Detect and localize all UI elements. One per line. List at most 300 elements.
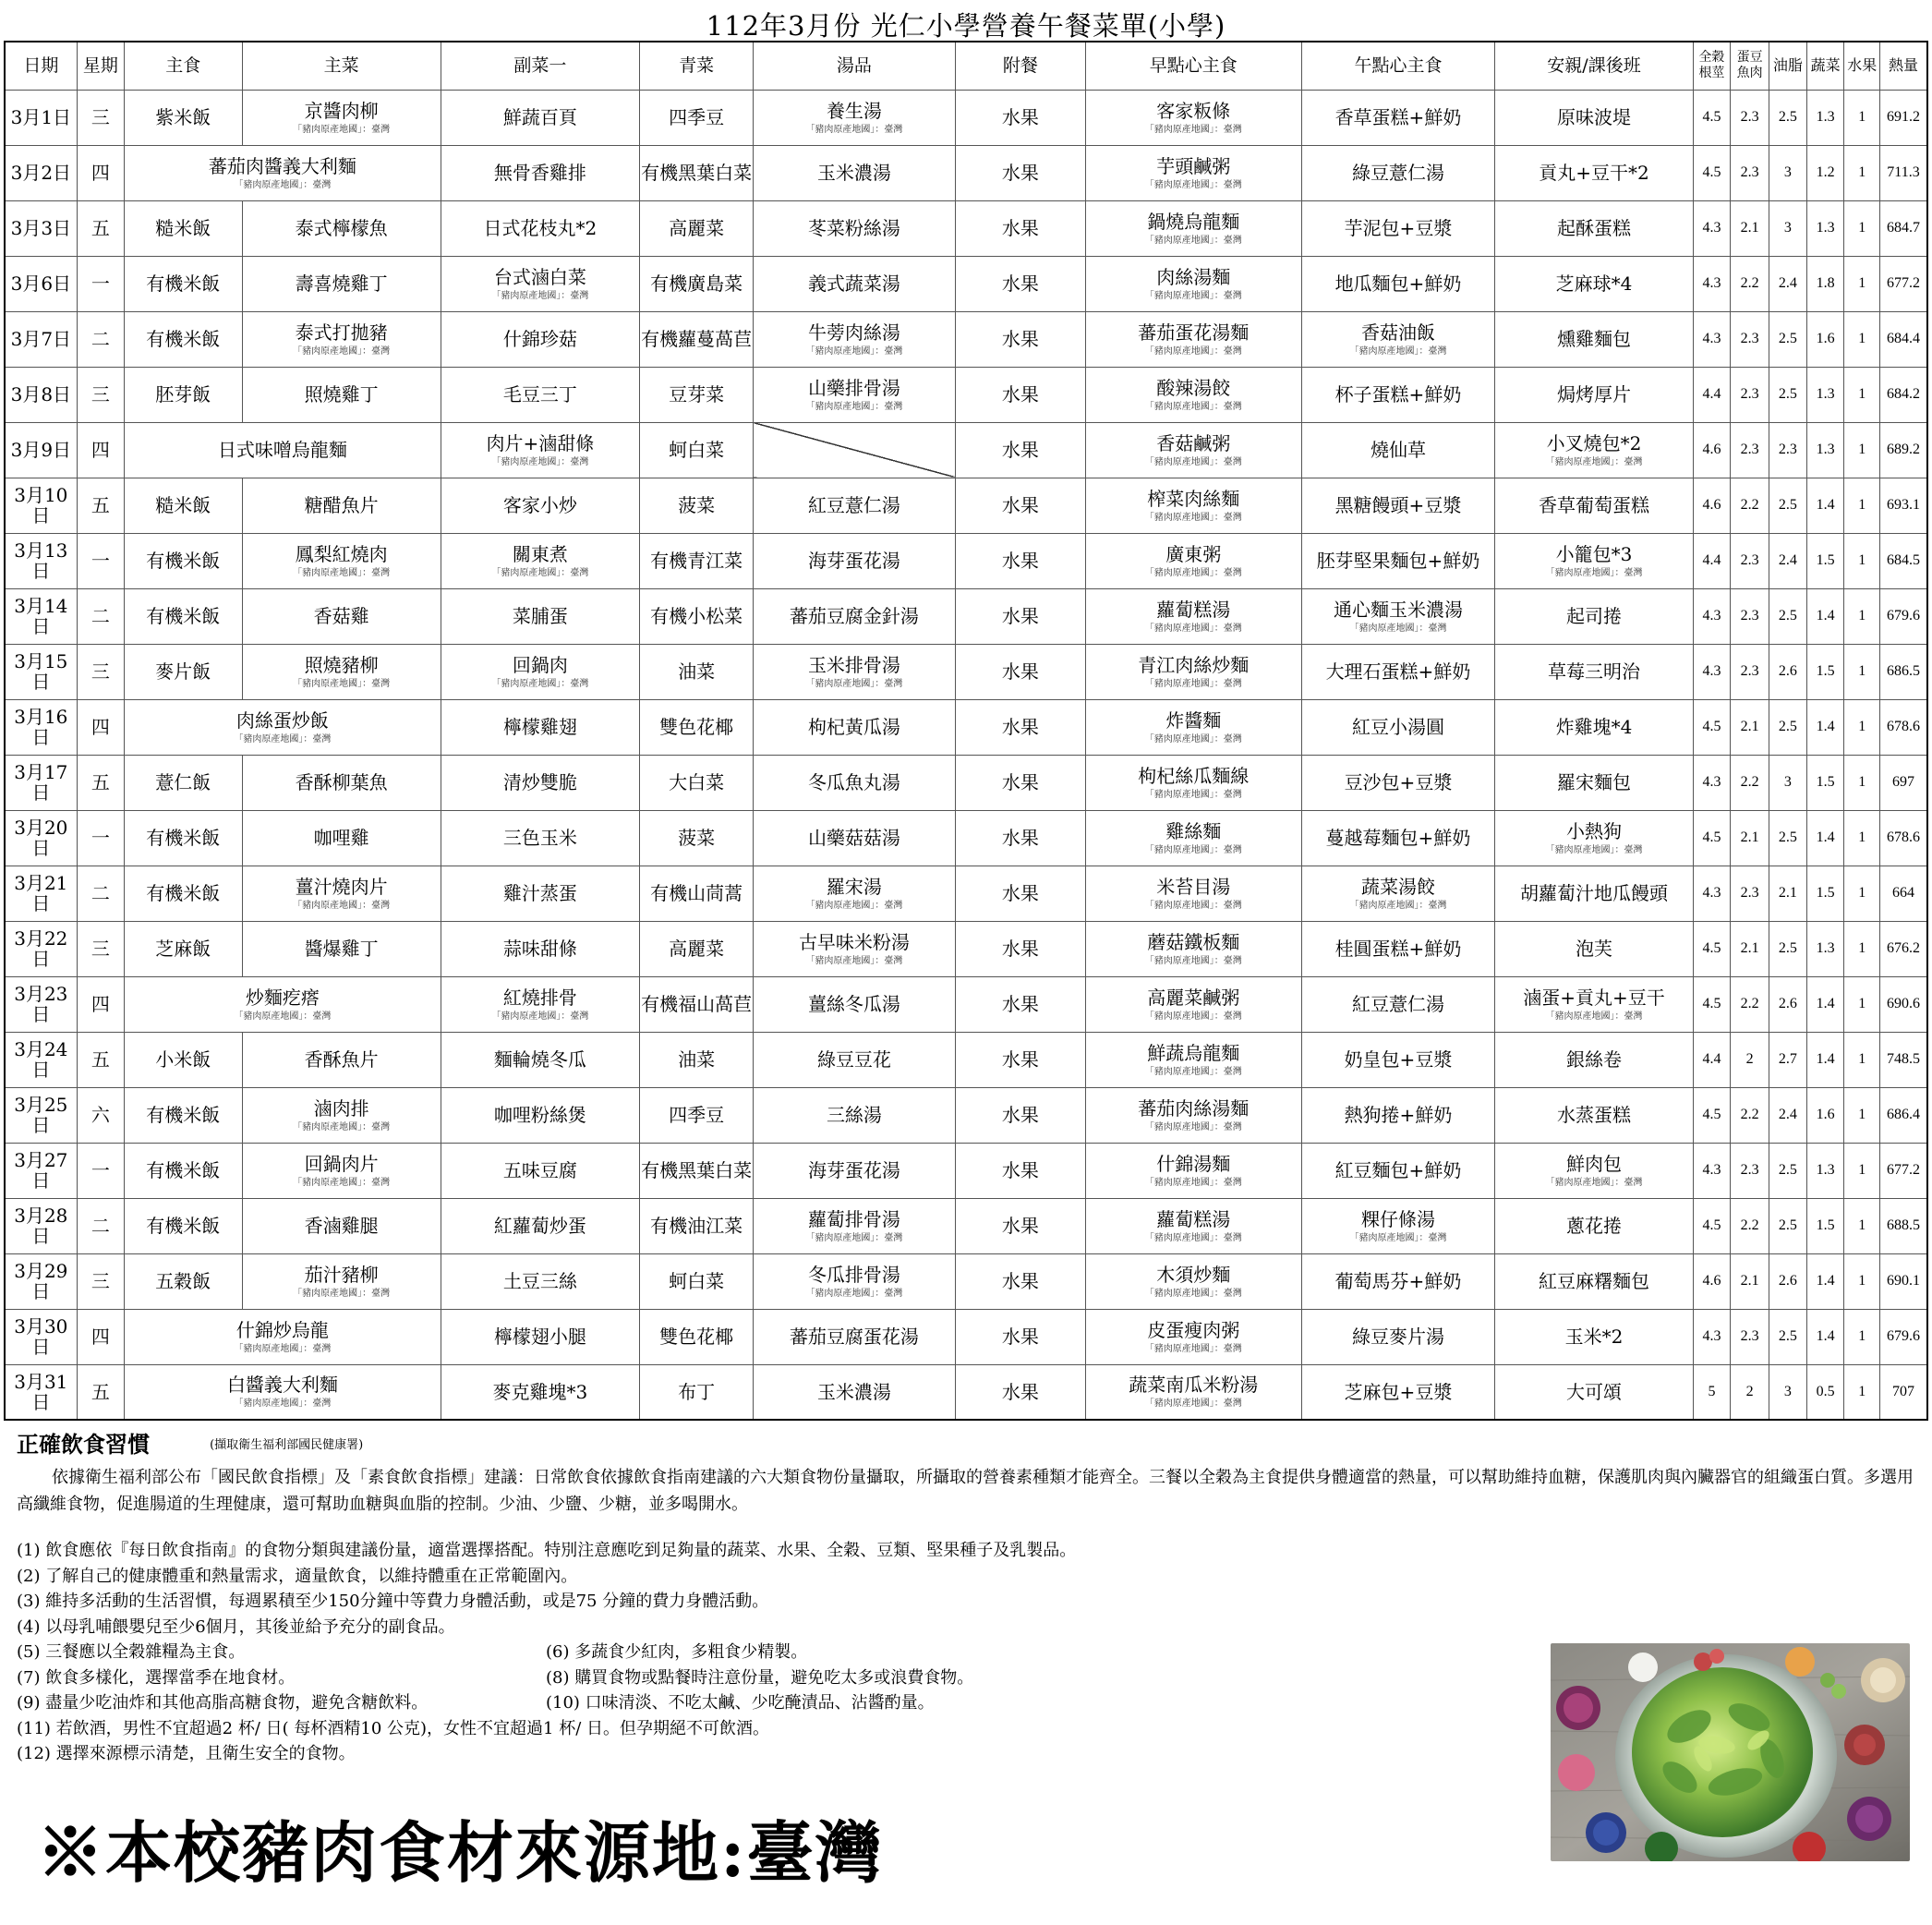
vegetable-cell: 有機山茼蒿: [640, 866, 754, 921]
menu-row: [5, 90, 1927, 145]
afternoon-snack-cell: 蔬菜湯餃 「豬肉原產地國」：臺灣: [1301, 866, 1495, 921]
soup-cell: 玉米濃湯: [754, 1364, 955, 1420]
menu-row: [5, 1143, 1927, 1198]
nutrition-cell-p: 2: [1731, 1364, 1769, 1420]
weekday-cell: 二: [77, 866, 124, 921]
pork-origin-note: 「豬肉原產地國」：臺灣: [1144, 1343, 1242, 1354]
header-staple: 主食: [125, 42, 242, 90]
pork-origin-note: 「豬肉原產地國」：臺灣: [293, 124, 391, 135]
nutrition-cell-g: 4.5: [1693, 145, 1731, 200]
nutrition-cell-v: 1.4: [1806, 478, 1844, 533]
pork-origin-note: 「豬肉原產地國」：臺灣: [1545, 567, 1643, 578]
nutrition-cell-f: 1: [1844, 90, 1880, 145]
pork-origin-note: 「豬肉原產地國」：臺灣: [293, 1177, 391, 1188]
pork-origin-note: 「豬肉原產地國」：臺灣: [1144, 900, 1242, 911]
header-side-dish: 副菜一: [441, 42, 639, 90]
extra-cell: 水果: [955, 478, 1085, 533]
after-school-cell: 水蒸蛋糕: [1495, 1087, 1693, 1143]
date-cell: 3月14日: [5, 588, 77, 644]
after-school-cell: 玉米*2: [1495, 1309, 1693, 1364]
main-dish-cell: 茄汁豬柳 「豬肉原產地國」：臺灣: [242, 1253, 441, 1309]
side-dish-cell: 毛豆三丁: [441, 367, 639, 422]
nutrition-cell-o: 2.5: [1769, 1143, 1807, 1198]
morning-snack-cell: 客家粄條 「豬肉原產地國」：臺灣: [1086, 90, 1301, 145]
nutrition-cell-k: 697: [1879, 755, 1927, 810]
date-cell: 3月8日: [5, 367, 77, 422]
after-school-cell: 原味波堤: [1495, 90, 1693, 145]
menu-row: [5, 755, 1927, 810]
pork-origin-note: 「豬肉原產地國」：臺灣: [293, 1288, 391, 1299]
staple-cell: 薏仁飯: [125, 755, 242, 810]
extra-cell: 水果: [955, 1087, 1085, 1143]
soup-cell: 山藥排骨湯 「豬肉原產地國」：臺灣: [754, 367, 955, 422]
morning-snack-cell: 肉絲湯麵 「豬肉原產地國」：臺灣: [1086, 256, 1301, 311]
side-dish-cell: 土豆三絲: [441, 1253, 639, 1309]
pork-origin-note: 「豬肉原產地國」：臺灣: [234, 179, 332, 190]
side-dish-cell: 三色玉米: [441, 810, 639, 866]
date-cell: 3月31日: [5, 1364, 77, 1420]
nutrition-cell-f: 1: [1844, 422, 1880, 478]
nutrition-cell-o: 2.5: [1769, 1198, 1807, 1253]
staple-cell: 有機米飯: [125, 810, 242, 866]
rule-item: [17, 1538, 1919, 1564]
extra-cell: 水果: [955, 976, 1085, 1032]
date-cell: 3月21日: [5, 866, 77, 921]
menu-row: [5, 588, 1927, 644]
side-dish-cell: 五味豆腐: [441, 1143, 639, 1198]
pork-origin-note: 「豬肉原產地國」：臺灣: [293, 900, 391, 911]
rule-item: [17, 1615, 1919, 1640]
nutrition-cell-o: 2.5: [1769, 1309, 1807, 1364]
pork-origin-note: 「豬肉原產地國」：臺灣: [1349, 1232, 1447, 1243]
afternoon-snack-cell: 紅豆薏仁湯: [1301, 976, 1495, 1032]
side-dish-cell: 清炒雙脆: [441, 755, 639, 810]
pork-origin-note: 「豬肉原產地國」：臺灣: [1144, 124, 1242, 135]
nutrition-cell-v: 1.2: [1806, 145, 1844, 200]
soup-cell: 三絲湯: [754, 1087, 955, 1143]
staple-cell: 有機米飯: [125, 866, 242, 921]
soup-cell: 冬瓜排骨湯 「豬肉原產地國」：臺灣: [754, 1253, 955, 1309]
nutrition-cell-f: 1: [1844, 1364, 1880, 1420]
pork-origin-note: 「豬肉原產地國」：臺灣: [1144, 1288, 1242, 1299]
date-cell: 3月9日: [5, 422, 77, 478]
morning-snack-cell: 米苔目湯 「豬肉原產地國」：臺灣: [1086, 866, 1301, 921]
menu-table: [4, 41, 1928, 1421]
nutrition-cell-v: 1.5: [1806, 644, 1844, 699]
pork-origin-note: 「豬肉原產地國」：臺灣: [1144, 567, 1242, 578]
weekday-cell: 三: [77, 90, 124, 145]
extra-cell: 水果: [955, 810, 1085, 866]
nutrition-cell-p: 2.2: [1731, 1087, 1769, 1143]
morning-snack-cell: 什錦湯麵 「豬肉原產地國」：臺灣: [1086, 1143, 1301, 1198]
pork-origin-note: 「豬肉原產地國」：臺灣: [1144, 1011, 1242, 1022]
menu-row: [5, 644, 1927, 699]
side-dish-cell: 台式滷白菜 「豬肉原產地國」：臺灣: [441, 256, 639, 311]
header-afternoon-snack: 午點心主食: [1301, 42, 1495, 90]
nutrition-cell-f: 1: [1844, 533, 1880, 588]
nutrition-cell-v: 0.5: [1806, 1364, 1844, 1420]
extra-cell: 水果: [955, 311, 1085, 367]
nutrition-cell-o: 2.4: [1769, 256, 1807, 311]
morning-snack-cell: 廣東粥 「豬肉原產地國」：臺灣: [1086, 533, 1301, 588]
nutrition-cell-f: 1: [1844, 478, 1880, 533]
soup-cell: 蕃茄豆腐蛋花湯: [754, 1309, 955, 1364]
nutrition-cell-p: 2.3: [1731, 90, 1769, 145]
nutrition-cell-g: 4.3: [1693, 200, 1731, 256]
nutrition-cell-p: 2.3: [1731, 866, 1769, 921]
date-cell: 3月2日: [5, 145, 77, 200]
soup-cell: 羅宋湯 「豬肉原產地國」：臺灣: [754, 866, 955, 921]
menu-row: [5, 1087, 1927, 1143]
extra-cell: 水果: [955, 200, 1085, 256]
header-protein: 蛋豆 魚肉: [1731, 42, 1769, 90]
afternoon-snack-cell: 胚芽堅果麵包+鮮奶: [1301, 533, 1495, 588]
nutrition-cell-f: 1: [1844, 866, 1880, 921]
weekday-cell: 三: [77, 644, 124, 699]
nutrition-cell-g: 4.6: [1693, 1253, 1731, 1309]
header-main-dish: 主菜: [242, 42, 441, 90]
staple-cell: 糙米飯: [125, 200, 242, 256]
date-cell: 3月10日: [5, 478, 77, 533]
nutrition-cell-o: 2.5: [1769, 478, 1807, 533]
extra-cell: 水果: [955, 921, 1085, 976]
afternoon-snack-cell: 奶皇包+豆漿: [1301, 1032, 1495, 1087]
nutrition-cell-p: 2.2: [1731, 478, 1769, 533]
vegetable-cell: 雙色花椰: [640, 1309, 754, 1364]
nutrition-cell-v: 1.3: [1806, 921, 1844, 976]
header-calories: 熱量: [1879, 42, 1927, 90]
pork-origin-note: 「豬肉原產地國」：臺灣: [491, 456, 589, 467]
weekday-cell: 三: [77, 367, 124, 422]
extra-cell: 水果: [955, 422, 1085, 478]
nutrition-cell-o: 2.3: [1769, 422, 1807, 478]
menu-row: [5, 866, 1927, 921]
vegetable-cell: 有機小松菜: [640, 588, 754, 644]
weekday-cell: 四: [77, 976, 124, 1032]
staple-cell: 紫米飯: [125, 90, 242, 145]
nutrition-cell-g: 4.5: [1693, 976, 1731, 1032]
nutrition-cell-p: 2.2: [1731, 1198, 1769, 1253]
nutrition-cell-g: 4.4: [1693, 533, 1731, 588]
nutrition-cell-v: 1.3: [1806, 200, 1844, 256]
date-cell: 3月29日: [5, 1253, 77, 1309]
nutrition-cell-p: 2.3: [1731, 644, 1769, 699]
nutrition-cell-k: 711.3: [1879, 145, 1927, 200]
vegetable-cell: 有機福山萵苣: [640, 976, 754, 1032]
notes-intro: 依據衛生福利部公布「國民飲食指標」及「素食飲食指標」建議：日常飲食依據飲食指南建議的六大類食物份量攝取，所攝取的營養素種類才能齊全。三餐以全穀為主食提供身體適當的熱量，可以幫助維持血糖，保護肌肉與內臟器官的組織蛋白質。多選用高纖維食物，促進腸道的生理健康，還可幫助血糖與血脂的控制。少油、少鹽、少糖，並多喝開水。: [17, 1468, 1914, 1514]
morning-snack-cell: 蘑菇鐵板麵 「豬肉原產地國」：臺灣: [1086, 921, 1301, 976]
side-dish-cell: 紅蘿蔔炒蛋: [441, 1198, 639, 1253]
main-dish-cell: 醬爆雞丁: [242, 921, 441, 976]
nutrition-cell-k: 689.2: [1879, 422, 1927, 478]
weekday-cell: 五: [77, 1364, 124, 1420]
pork-origin-note: 「豬肉原產地國」：臺灣: [1545, 1011, 1643, 1022]
afternoon-snack-cell: 紅豆小湯圓: [1301, 699, 1495, 755]
pork-origin-note: 「豬肉原產地國」：臺灣: [491, 290, 589, 301]
main-dish-cell: 照燒雞丁: [242, 367, 441, 422]
nutrition-cell-g: 4.3: [1693, 755, 1731, 810]
pork-origin-note: 「豬肉原產地國」：臺灣: [1545, 844, 1643, 855]
weekday-cell: 二: [77, 311, 124, 367]
rule-text: (3) 維持多活動的生活習慣，每週累積至少150分鐘中等費力身體活動，或是75 分鐘的費力身體活動。: [17, 1592, 769, 1611]
pork-origin-note: 「豬肉原產地國」：臺灣: [1349, 345, 1447, 357]
afternoon-snack-cell: 芋泥包+豆漿: [1301, 200, 1495, 256]
extra-cell: 水果: [955, 1032, 1085, 1087]
main-dish-cell: 薑汁燒肉片 「豬肉原產地國」：臺灣: [242, 866, 441, 921]
pork-origin-note: 「豬肉原產地國」：臺灣: [805, 345, 903, 357]
rule-text: (6) 多蔬食少紅肉，多粗食少精製。: [546, 1642, 808, 1662]
vegetable-cell: 高麗菜: [640, 200, 754, 256]
header-soup: 湯品: [754, 42, 955, 90]
nutrition-cell-o: 2.6: [1769, 976, 1807, 1032]
header-fruit: 水果: [1844, 42, 1880, 90]
morning-snack-cell: 蔬菜南瓜米粉湯 「豬肉原產地國」：臺灣: [1086, 1364, 1301, 1420]
main-dish-cell: 香酥魚片: [242, 1032, 441, 1087]
menu-row: [5, 533, 1927, 588]
pork-origin-note: 「豬肉原產地國」：臺灣: [293, 567, 391, 578]
morning-snack-cell: 青江肉絲炒麵 「豬肉原產地國」：臺灣: [1086, 644, 1301, 699]
nutrition-cell-f: 1: [1844, 200, 1880, 256]
morning-snack-cell: 木須炒麵 「豬肉原產地國」：臺灣: [1086, 1253, 1301, 1309]
weekday-cell: 一: [77, 1143, 124, 1198]
soup-cell: 綠豆豆花: [754, 1032, 955, 1087]
vegetable-cell: 大白菜: [640, 755, 754, 810]
morning-snack-cell: 蕃茄肉絲湯麵 「豬肉原產地國」：臺灣: [1086, 1087, 1301, 1143]
main-dish-cell: 泰式打拋豬 「豬肉原產地國」：臺灣: [242, 311, 441, 367]
rule-text: (2) 了解自己的健康體重和熱量需求，適量飲食，以維持體重在正常範圍內。: [17, 1566, 578, 1586]
extra-cell: 水果: [955, 699, 1085, 755]
nutrition-cell-p: 2.3: [1731, 145, 1769, 200]
staple-cell: 麥片飯: [125, 644, 242, 699]
nutrition-cell-k: 664: [1879, 866, 1927, 921]
main-dish-cell: 糖醋魚片: [242, 478, 441, 533]
nutrition-cell-f: 1: [1844, 976, 1880, 1032]
menu-body: [5, 90, 1927, 1420]
rule-text: (10) 口味清淡、不吃太鹹、少吃醃漬品、沾醬酌量。: [546, 1693, 935, 1713]
pork-origin-note: 「豬肉原產地國」：臺灣: [234, 1011, 332, 1022]
after-school-cell: 小籠包*3 「豬肉原產地國」：臺灣: [1495, 533, 1693, 588]
nutrition-cell-k: 686.4: [1879, 1087, 1927, 1143]
staple-cell: 胚芽飯: [125, 367, 242, 422]
date-cell: 3月1日: [5, 90, 77, 145]
soup-cell: 蘿蔔排骨湯 「豬肉原產地國」：臺灣: [754, 1198, 955, 1253]
pork-origin-note: 「豬肉原產地國」：臺灣: [805, 401, 903, 412]
nutrition-cell-o: 2.5: [1769, 921, 1807, 976]
after-school-cell: 銀絲卷: [1495, 1032, 1693, 1087]
side-dish-cell: 鮮蔬百頁: [441, 90, 639, 145]
staple-cell: 有機米飯: [125, 1087, 242, 1143]
vegetable-cell: 有機黑葉白菜: [640, 145, 754, 200]
afternoon-snack-cell: 熱狗捲+鮮奶: [1301, 1087, 1495, 1143]
nutrition-cell-g: 4.3: [1693, 256, 1731, 311]
morning-snack-cell: 枸杞絲瓜麵線 「豬肉原產地國」：臺灣: [1086, 755, 1301, 810]
side-dish-cell: 菜脯蛋: [441, 588, 639, 644]
extra-cell: 水果: [955, 1253, 1085, 1309]
nutrition-cell-f: 1: [1844, 145, 1880, 200]
weekday-cell: 四: [77, 1309, 124, 1364]
nutrition-cell-o: 3: [1769, 145, 1807, 200]
staple-cell: 有機米飯: [125, 588, 242, 644]
main-dish-cell: 香菇雞: [242, 588, 441, 644]
main-dish-cell: 滷肉排 「豬肉原產地國」：臺灣: [242, 1087, 441, 1143]
nutrition-cell-f: 1: [1844, 1253, 1880, 1309]
main-dish-cell: 鳳梨紅燒肉 「豬肉原產地國」：臺灣: [242, 533, 441, 588]
vegetable-cell: 蚵白菜: [640, 422, 754, 478]
date-cell: 3月3日: [5, 200, 77, 256]
pork-origin-note: 「豬肉原產地國」：臺灣: [1144, 623, 1242, 634]
nutrition-cell-p: 2.1: [1731, 1253, 1769, 1309]
header-extra: 附餐: [955, 42, 1085, 90]
nutrition-cell-g: 4.5: [1693, 810, 1731, 866]
nutrition-cell-p: 2.3: [1731, 422, 1769, 478]
pork-origin-note: 「豬肉原產地國」：臺灣: [1144, 955, 1242, 966]
nutrition-cell-g: 4.3: [1693, 311, 1731, 367]
menu-row: [5, 921, 1927, 976]
nutrition-cell-v: 1.3: [1806, 90, 1844, 145]
staple-cell: 有機米飯: [125, 533, 242, 588]
side-dish-cell: 關東煮 「豬肉原產地國」：臺灣: [441, 533, 639, 588]
header-after-school: 安親/課後班: [1495, 42, 1693, 90]
nutrition-cell-p: 2.1: [1731, 200, 1769, 256]
nutrition-cell-g: 4.5: [1693, 921, 1731, 976]
nutrition-cell-p: 2.2: [1731, 976, 1769, 1032]
nutrition-cell-f: 1: [1844, 1309, 1880, 1364]
soup-cell: 海芽蛋花湯: [754, 1143, 955, 1198]
nutrition-cell-k: 707: [1879, 1364, 1927, 1420]
side-dish-cell: 日式花枝丸*2: [441, 200, 639, 256]
weekday-cell: 五: [77, 200, 124, 256]
nutrition-cell-f: 1: [1844, 755, 1880, 810]
nutrition-cell-g: 4.5: [1693, 1198, 1731, 1253]
staple-cell: 芝麻飯: [125, 921, 242, 976]
after-school-cell: 起司捲: [1495, 588, 1693, 644]
morning-snack-cell: 香菇鹹粥 「豬肉原產地國」：臺灣: [1086, 422, 1301, 478]
nutrition-cell-v: 1.4: [1806, 976, 1844, 1032]
rule-text: (11) 若飲酒，男性不宜超過2 杯/ 日( 每杯酒精10 公克)，女性不宜超過1 杯/ 日。但孕期絕不可飲酒。: [17, 1718, 769, 1738]
afternoon-snack-cell: 香菇油飯 「豬肉原產地國」：臺灣: [1301, 311, 1495, 367]
side-dish-cell: 什錦珍菇: [441, 311, 639, 367]
soup-cell: 枸杞黃瓜湯: [754, 699, 955, 755]
nutrition-cell-g: 4.4: [1693, 1032, 1731, 1087]
extra-cell: 水果: [955, 367, 1085, 422]
main-dish-cell: 京醬肉柳 「豬肉原產地國」：臺灣: [242, 90, 441, 145]
staple-cell: 糙米飯: [125, 478, 242, 533]
header-morning-snack: 早點心主食: [1086, 42, 1301, 90]
nutrition-cell-v: 1.5: [1806, 533, 1844, 588]
side-dish-cell: 咖哩粉絲煲: [441, 1087, 639, 1143]
menu-row: [5, 145, 1927, 200]
pork-origin-note: 「豬肉原產地國」：臺灣: [1349, 623, 1447, 634]
vegetable-cell: 油菜: [640, 1032, 754, 1087]
weekday-cell: 五: [77, 755, 124, 810]
pork-origin-note: 「豬肉原產地國」：臺灣: [293, 1121, 391, 1132]
after-school-cell: 小熱狗 「豬肉原產地國」：臺灣: [1495, 810, 1693, 866]
menu-row: [5, 367, 1927, 422]
afternoon-snack-cell: 黑糖饅頭+豆漿: [1301, 478, 1495, 533]
date-cell: 3月13日: [5, 533, 77, 588]
pork-origin-note: 「豬肉原產地國」：臺灣: [491, 567, 589, 578]
nutrition-cell-f: 1: [1844, 1032, 1880, 1087]
side-dish-cell: 檸檬翅小腿: [441, 1309, 639, 1364]
morning-snack-cell: 蕃茄蛋花湯麵 「豬肉原產地國」：臺灣: [1086, 311, 1301, 367]
nutrition-cell-g: 4.3: [1693, 644, 1731, 699]
vegetable-cell: 有機蘿蔓萵苣: [640, 311, 754, 367]
soup-cell: 紅豆薏仁湯: [754, 478, 955, 533]
pork-origin-note: 「豬肉原產地國」：臺灣: [1144, 290, 1242, 301]
pork-origin-note: 「豬肉原產地國」：臺灣: [805, 678, 903, 689]
nutrition-cell-o: 3: [1769, 755, 1807, 810]
nutrition-cell-k: 678.6: [1879, 699, 1927, 755]
side-dish-cell: 客家小炒: [441, 478, 639, 533]
weekday-cell: 三: [77, 921, 124, 976]
vegetable-cell: 有機廣島菜: [640, 256, 754, 311]
nutrition-cell-p: 2.1: [1731, 810, 1769, 866]
nutrition-cell-o: 3: [1769, 1364, 1807, 1420]
side-dish-cell: 無骨香雞排: [441, 145, 639, 200]
nutrition-cell-p: 2.3: [1731, 533, 1769, 588]
vegetable-cell: 菠菜: [640, 810, 754, 866]
nutrition-cell-k: 677.2: [1879, 1143, 1927, 1198]
staple-cell: 有機米飯: [125, 1143, 242, 1198]
nutrition-cell-o: 2.5: [1769, 699, 1807, 755]
date-cell: 3月16日: [5, 699, 77, 755]
menu-row: [5, 200, 1927, 256]
nutrition-cell-o: 2.5: [1769, 90, 1807, 145]
nutrition-cell-p: 2.1: [1731, 921, 1769, 976]
nutrition-cell-k: 684.4: [1879, 311, 1927, 367]
soup-cell: 玉米濃湯: [754, 145, 955, 200]
menu-row: [5, 256, 1927, 311]
vegetable-cell: 四季豆: [640, 90, 754, 145]
date-cell: 3月17日: [5, 755, 77, 810]
pork-origin-note: 「豬肉原產地國」：臺灣: [1545, 456, 1643, 467]
pork-origin-note: 「豬肉原產地國」：臺灣: [805, 955, 903, 966]
after-school-cell: 泡芙: [1495, 921, 1693, 976]
date-cell: 3月23日: [5, 976, 77, 1032]
after-school-cell: 貢丸+豆干*2: [1495, 145, 1693, 200]
nutrition-cell-v: 1.6: [1806, 1087, 1844, 1143]
nutrition-cell-p: 2.3: [1731, 1143, 1769, 1198]
date-cell: 3月15日: [5, 644, 77, 699]
weekday-cell: 四: [77, 699, 124, 755]
morning-snack-cell: 鍋燒烏龍麵 「豬肉原產地國」：臺灣: [1086, 200, 1301, 256]
rule-text: (9) 盡量少吃油炸和其他高脂高糖食物，避免含糖飲料。: [17, 1693, 429, 1713]
nutrition-cell-f: 1: [1844, 810, 1880, 866]
afternoon-snack-cell: 通心麵玉米濃湯 「豬肉原產地國」：臺灣: [1301, 588, 1495, 644]
pork-origin-note: 「豬肉原產地國」：臺灣: [1144, 401, 1242, 412]
vegetable-cell: 油菜: [640, 644, 754, 699]
after-school-cell: 芝麻球*4: [1495, 256, 1693, 311]
nutrition-cell-g: 4.5: [1693, 1087, 1731, 1143]
notes-source: (擷取衛生福利部國民健康署): [210, 1438, 364, 1452]
afternoon-snack-cell: 豆沙包+豆漿: [1301, 755, 1495, 810]
nutrition-cell-v: 1.4: [1806, 810, 1844, 866]
nutrition-cell-g: 4.6: [1693, 478, 1731, 533]
soup-cell: 古早味米粉湯 「豬肉原產地國」：臺灣: [754, 921, 955, 976]
after-school-cell: 小叉燒包*2 「豬肉原產地國」：臺灣: [1495, 422, 1693, 478]
afternoon-snack-cell: 芝麻包+豆漿: [1301, 1364, 1495, 1420]
pork-origin-banner: ※本校豬肉食材來源地:臺灣: [37, 1813, 884, 1892]
menu-row: [5, 810, 1927, 866]
nutrition-cell-k: 691.2: [1879, 90, 1927, 145]
nutrition-cell-k: 690.6: [1879, 976, 1927, 1032]
nutrition-cell-g: 4.5: [1693, 699, 1731, 755]
nutrition-cell-v: 1.4: [1806, 1309, 1844, 1364]
nutrition-cell-o: 2.7: [1769, 1032, 1807, 1087]
pork-origin-note: 「豬肉原產地國」：臺灣: [1144, 456, 1242, 467]
nutrition-cell-f: 1: [1844, 588, 1880, 644]
nutrition-cell-g: 4.5: [1693, 90, 1731, 145]
